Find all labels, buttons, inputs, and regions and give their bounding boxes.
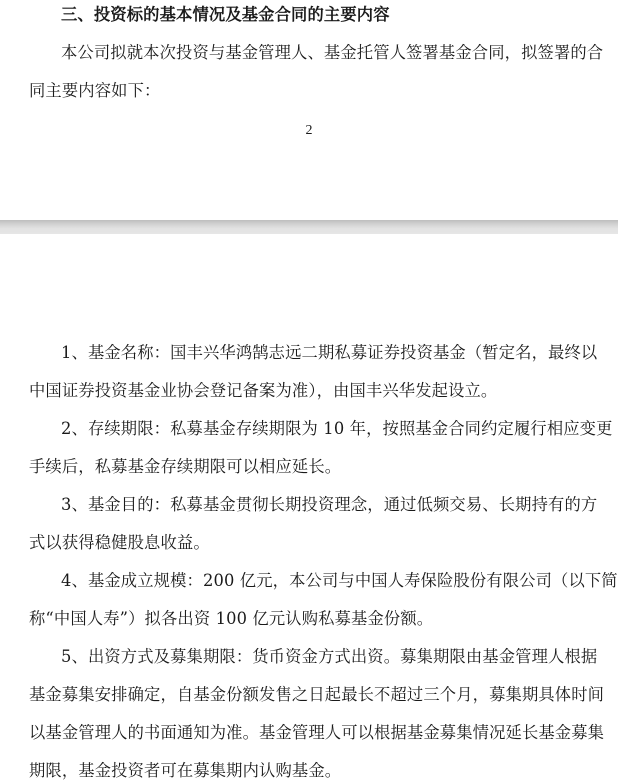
intro-paragraph-line-2: 同主要内容如下： [29,81,161,100]
item-1-line-1: 1、基金名称：国丰兴华鸿鹄志远二期私募证券投资基金（暂定名，最终以 [61,343,598,362]
item-2-line-1: 2、存续期限：私募基金存续期限为 10 年，按照基金合同约定履行相应变更 [61,419,613,438]
document-page-top [0,0,618,220]
section-heading: 三、投资标的基本情况及基金合同的主要内容 [61,5,390,24]
item-5-line-3: 以基金管理人的书面通知为准。基金管理人可以根据基金募集情况延长基金募集 [29,723,605,742]
item-3-line-2: 式以获得稳健股息收益。 [29,533,210,552]
item-1-line-2: 中国证券投资基金业协会登记备案为准），由国丰兴华发起设立。 [29,381,498,400]
item-5-line-1: 5、出资方式及募集期限：货币资金方式出资。募集期限由基金管理人根据 [61,647,598,666]
item-4-line-2: 称“中国人寿”）拟各出资 100 亿元认购私募基金份额。 [29,609,434,628]
page-number: 2 [305,123,313,138]
item-4-line-1: 4、基金成立规模：200 亿元，本公司与中国人寿保险股份有限公司（以下简 [61,571,618,590]
item-5-line-2: 基金募集安排确定，自基金份额发售之日起最长不超过三个月，募集期具体时间 [29,685,605,704]
document-page-bottom [0,234,618,752]
item-5-line-4: 期限，基金投资者可在募集期内认购基金。 [29,761,342,780]
item-2-line-2: 手续后，私募基金存续期限可以相应延长。 [29,457,342,476]
page-separator [0,220,618,234]
intro-paragraph-line-1: 本公司拟就本次投资与基金管理人、基金托管人签署基金合同，拟签署的合 [61,43,604,62]
item-3-line-1: 3、基金目的：私募基金贯彻长期投资理念，通过低频交易、长期持有的方 [61,495,598,514]
